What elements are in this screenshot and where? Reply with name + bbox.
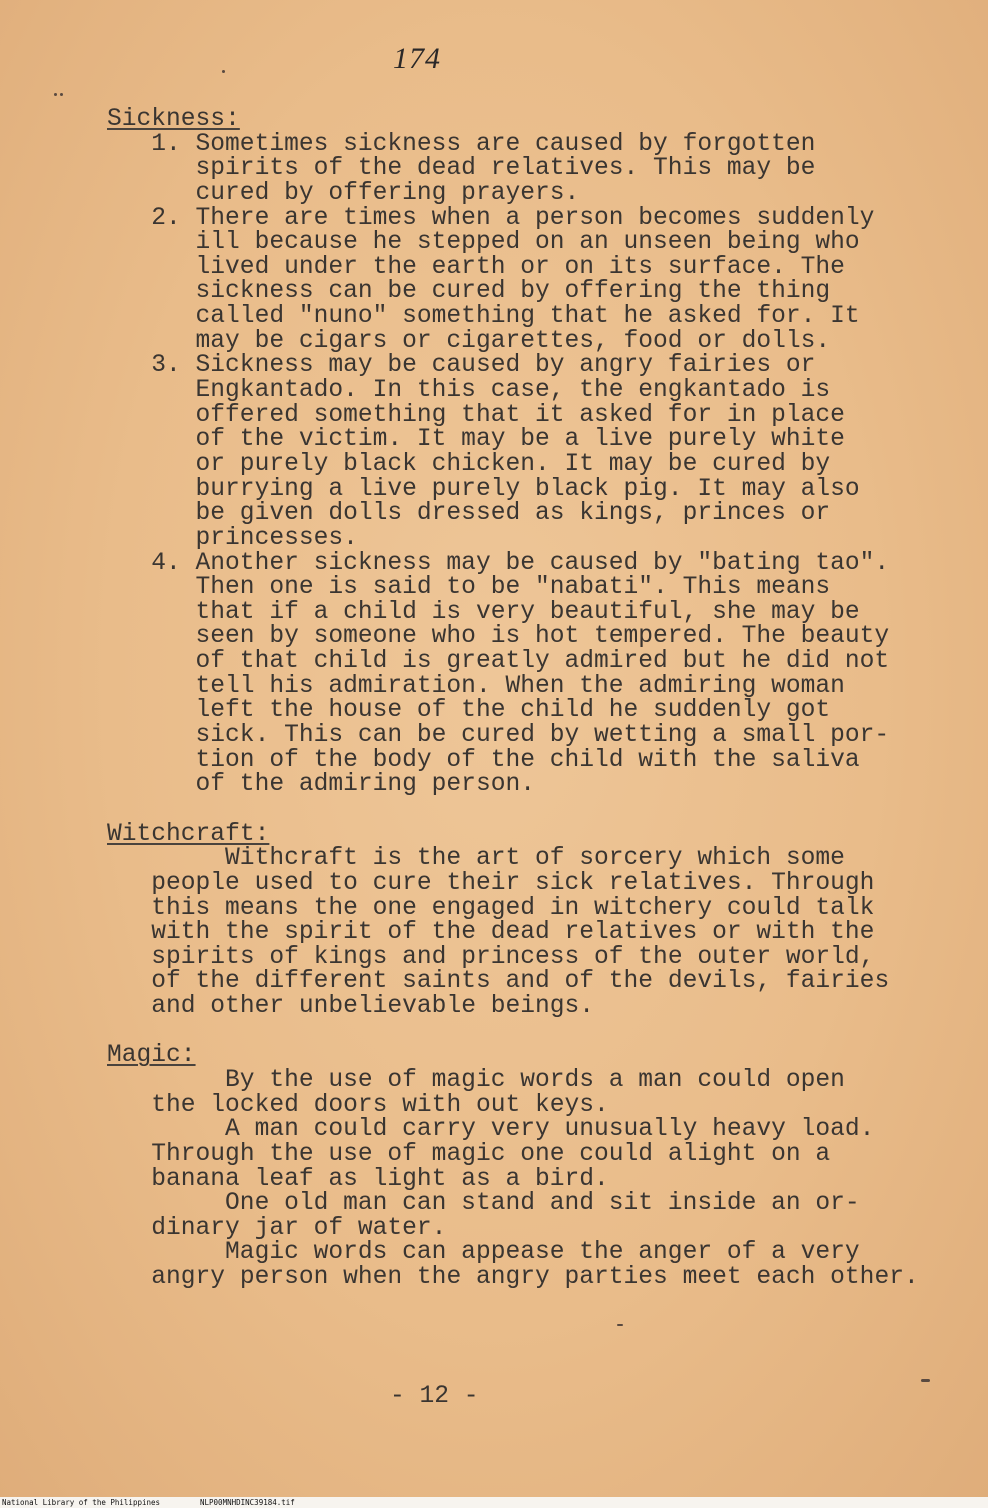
text-line: cured by offering prayers. <box>195 179 580 207</box>
text-line: of the victim. It may be a live purely white <box>195 426 845 454</box>
page-number: - 12 - <box>390 1383 479 1410</box>
library-credit: National Library of the Philippines <box>2 1498 161 1507</box>
item-text <box>196 354 967 551</box>
section-heading: Witchcraft: <box>107 820 270 848</box>
handwritten-page-number: 174 <box>393 42 441 75</box>
item-number: 4. <box>151 549 181 577</box>
text-line: dinary jar of water. <box>151 1214 447 1242</box>
text-line: By the use of magic words a man could open <box>225 1066 845 1094</box>
text-line: sick. This can be cured by wetting a small por- <box>195 722 890 750</box>
text-line: Withcraft is the art of sorcery which some <box>225 845 845 873</box>
text-line: with the spirit of the dead relatives or with the <box>151 919 875 947</box>
text-line: tion of the body of the child with the saliva <box>195 746 860 774</box>
text-line: of that child is greatly admired but he did not <box>195 648 890 676</box>
paragraph <box>107 1066 967 1119</box>
text-line: Magic words can appease the anger of a very <box>225 1239 860 1267</box>
ink-mark <box>60 93 63 96</box>
text-line: offered something that it asked for in place <box>195 401 845 429</box>
text-line: this means the one engaged in witchery could talk <box>151 894 875 922</box>
text-line: of the admiring person. <box>195 771 535 799</box>
text-line: may be cigars or cigarettes, food or dolls. <box>195 327 831 355</box>
text-line: or purely black chicken. It may be cured by <box>195 450 831 478</box>
text-line: ill because he stepped on an unseen being who <box>195 229 860 257</box>
ink-mark <box>222 70 225 73</box>
text-line: Engkantado. In this case, the engkantado is <box>195 377 831 405</box>
text-line: angry person when the angry parties meet each other. <box>151 1264 919 1292</box>
text-line: One old man can stand and sit inside an or- <box>225 1190 860 1218</box>
text-line: Another sickness may be caused by "bating tao". <box>195 549 890 577</box>
text-line: Sometimes sickness are caused by forgotten <box>195 130 816 158</box>
text-line: called "nuno" something that he asked for. It <box>195 303 860 331</box>
scan-footer <box>0 1497 988 1508</box>
item-text <box>195 204 967 355</box>
ink-mark <box>54 93 57 96</box>
item-text <box>195 130 967 207</box>
item-number: 1. <box>151 130 181 158</box>
section-heading: Magic: <box>107 1042 196 1070</box>
text-line: the locked doors with out keys. <box>151 1091 609 1119</box>
item-number: 2. <box>151 204 181 232</box>
ink-mark <box>921 1379 930 1382</box>
section-heading: Sickness: <box>107 106 240 133</box>
text-line: princesses. <box>195 524 358 552</box>
item-text <box>195 549 967 799</box>
list-item <box>107 549 967 799</box>
paragraph <box>107 1192 967 1241</box>
text-line: There are times when a person becomes suddenly <box>195 204 875 232</box>
paragraph <box>107 1118 967 1192</box>
text-line: people used to cure their sick relatives. Through <box>151 869 875 897</box>
section-witchcraft <box>107 820 967 1021</box>
text-line: seen by someone who is hot tempered. The beauty <box>195 623 890 651</box>
list-item <box>107 354 967 551</box>
text-line: left the house of the child he suddenly got <box>195 697 831 725</box>
text-line: of the different saints and of the devils, fairies <box>151 968 890 996</box>
text-line: and other unbelievable beings. <box>151 993 595 1021</box>
section-sickness <box>107 108 967 798</box>
text-line: be given dolls dressed as kings, princes or <box>195 500 831 528</box>
document-body <box>107 108 967 1291</box>
text-line: Then one is said to be "nabati". This means <box>195 574 831 602</box>
section-heading-row <box>107 820 967 848</box>
paragraph <box>107 847 967 1019</box>
text-line: lived under the earth or on its surface. The <box>195 253 845 281</box>
ink-mark <box>617 1324 623 1326</box>
paragraph <box>107 1241 967 1290</box>
list-item <box>107 204 967 355</box>
text-line: burrying a live purely black pig. It may also <box>195 475 860 503</box>
text-line: sickness can be cured by offering the thing <box>195 278 831 306</box>
text-line: A man could carry very unusually heavy load. <box>225 1116 875 1144</box>
item-number: 3. <box>151 352 181 380</box>
text-line: that if a child is very beautiful, she may be <box>195 598 860 626</box>
section-heading-row <box>107 108 967 133</box>
list-item <box>107 130 967 207</box>
section-heading-row <box>107 1044 967 1069</box>
text-line: Through the use of magic one could alight on a <box>151 1140 831 1168</box>
text-line: banana leaf as light as a bird. <box>151 1165 609 1193</box>
text-line: spirits of the dead relatives. This may be <box>195 155 816 183</box>
text-line: tell his admiration. When the admiring woman <box>195 672 845 700</box>
text-line: Sickness may be caused by angry fairies or <box>195 352 816 380</box>
section-magic <box>107 1044 967 1290</box>
scan-filename: NLP00MNHDINC39184.tif <box>200 1498 295 1507</box>
text-line: spirits of kings and princess of the outer world, <box>151 943 875 971</box>
